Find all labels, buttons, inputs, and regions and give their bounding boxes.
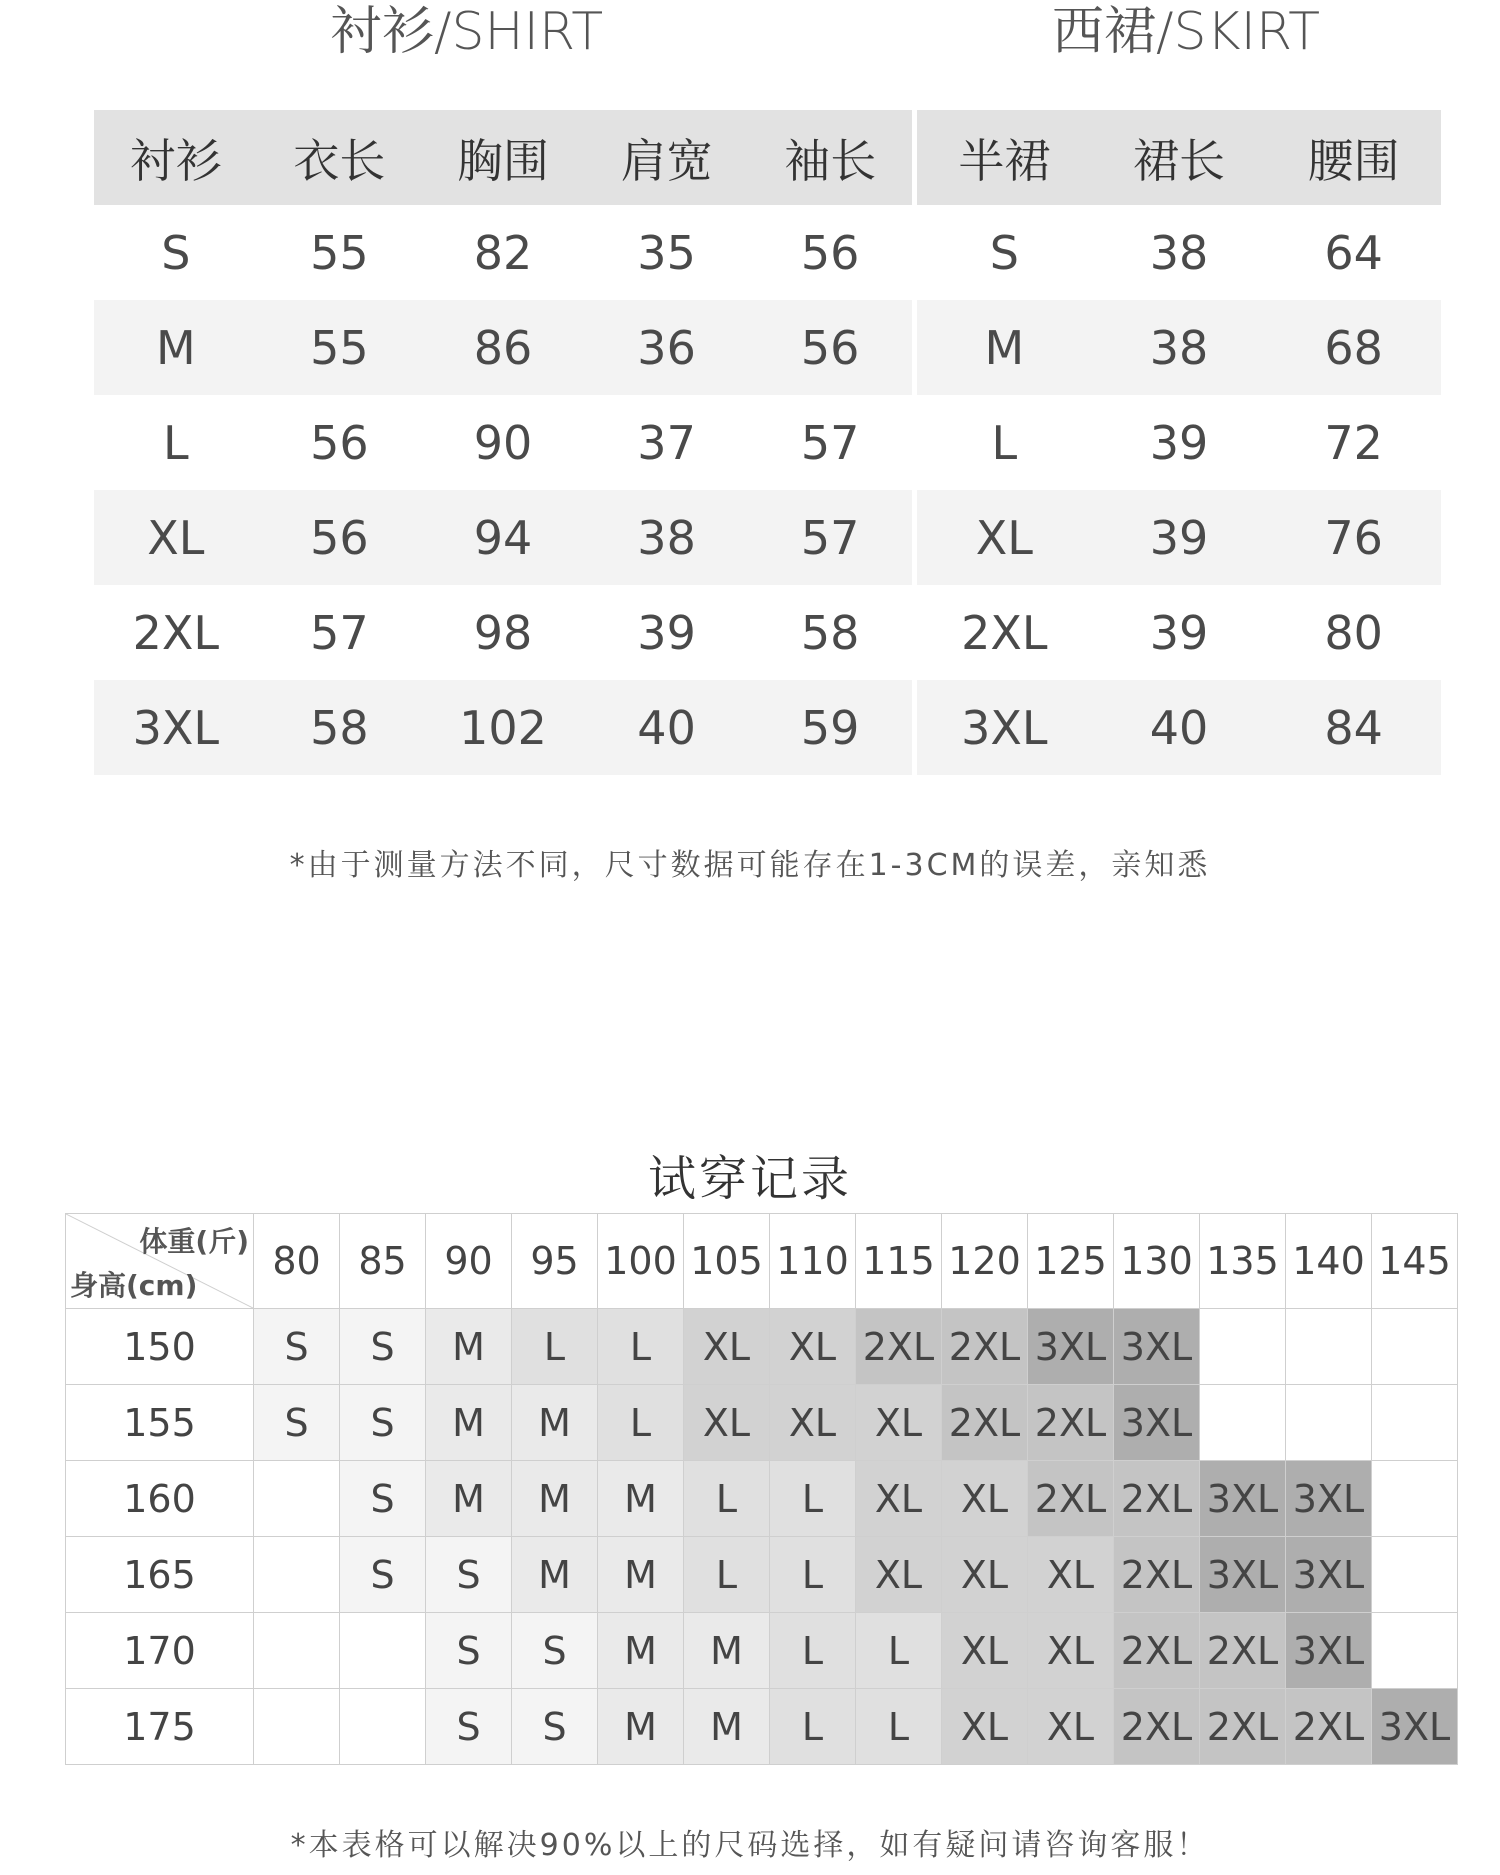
fit-size-cell: S xyxy=(512,1613,598,1689)
fit-size-cell: 2XL xyxy=(1200,1689,1286,1765)
shirt-cell: 57 xyxy=(800,510,860,565)
fit-size-cell: S xyxy=(340,1385,426,1461)
fit-size-cell: XL xyxy=(1028,1537,1114,1613)
shirt-header-row xyxy=(94,110,912,205)
weight-header-cell: 110 xyxy=(770,1214,856,1309)
weight-header-cell: 125 xyxy=(1028,1214,1114,1309)
fit-size-cell: XL xyxy=(770,1385,856,1461)
fit-size-cell: M xyxy=(598,1689,684,1765)
shirt-size-row xyxy=(94,300,912,395)
fit-size-cell: M xyxy=(426,1385,512,1461)
shirt-cell: 56 xyxy=(800,320,860,375)
shirt-header-cell: 肩宽 xyxy=(620,133,713,188)
fit-row xyxy=(66,1385,1458,1461)
shirt-cell: L xyxy=(162,415,189,470)
fit-size-cell xyxy=(1372,1613,1458,1689)
shirt-header-cell: 衬衫 xyxy=(129,133,222,188)
fit-row xyxy=(66,1613,1458,1689)
fit-size-cell: L xyxy=(512,1309,598,1385)
fit-size-cell: XL xyxy=(856,1537,942,1613)
fit-size-cell: 3XL xyxy=(1200,1461,1286,1537)
height-cell: 155 xyxy=(66,1385,254,1461)
shirt-cell: 57 xyxy=(800,415,860,470)
skirt-cell: 40 xyxy=(1149,700,1209,755)
skirt-cell: 84 xyxy=(1324,700,1383,755)
fit-size-cell xyxy=(1372,1461,1458,1537)
skirt-header-cell: 半裙 xyxy=(958,133,1051,188)
fit-size-cell: 3XL xyxy=(1286,1613,1372,1689)
fit-size-cell: M xyxy=(512,1385,598,1461)
fit-size-cell: M xyxy=(684,1613,770,1689)
fit-row xyxy=(66,1461,1458,1537)
skirt-cell: 64 xyxy=(1324,225,1383,280)
skirt-cell: S xyxy=(989,225,1019,280)
measurement-note: *由于测量方法不同，尺寸数据可能存在1-3CM的误差，亲知悉 xyxy=(289,848,1211,883)
fit-size-cell: M xyxy=(512,1461,598,1537)
shirt-cell: 58 xyxy=(800,605,860,660)
skirt-cell: 2XL xyxy=(961,605,1048,660)
shirt-header-cell: 袖长 xyxy=(784,133,877,188)
shirt-cell: 36 xyxy=(637,320,696,375)
fit-size-cell xyxy=(254,1537,340,1613)
weight-header-cell: 130 xyxy=(1114,1214,1200,1309)
shirt-cell: 102 xyxy=(459,700,547,755)
fit-size-cell xyxy=(254,1613,340,1689)
shirt-size-row xyxy=(94,585,912,680)
weight-header-cell: 95 xyxy=(512,1214,598,1309)
fit-size-cell xyxy=(254,1461,340,1537)
fit-size-cell: M xyxy=(598,1537,684,1613)
weight-header-cell: 135 xyxy=(1200,1214,1286,1309)
fit-size-cell: L xyxy=(856,1613,942,1689)
height-cell: 160 xyxy=(66,1461,254,1537)
fit-size-cell: S xyxy=(340,1309,426,1385)
shirt-cell: 90 xyxy=(473,415,533,470)
skirt-cell: 76 xyxy=(1324,510,1383,565)
skirt-size-table xyxy=(917,110,1441,775)
weight-header-cell: 105 xyxy=(684,1214,770,1309)
fit-size-cell: M xyxy=(426,1309,512,1385)
weight-header-cell: 140 xyxy=(1286,1214,1372,1309)
fit-size-cell: 2XL xyxy=(1114,1613,1200,1689)
skirt-cell: 80 xyxy=(1324,605,1383,660)
fit-size-cell xyxy=(1372,1309,1458,1385)
shirt-cell: 56 xyxy=(310,510,369,565)
fit-size-cell: L xyxy=(856,1689,942,1765)
fit-size-cell: S xyxy=(340,1537,426,1613)
fit-size-cell: S xyxy=(426,1613,512,1689)
fit-size-cell: M xyxy=(426,1461,512,1537)
fit-size-cell: XL xyxy=(942,1689,1028,1765)
fit-row xyxy=(66,1309,1458,1385)
shirt-header-cell: 衣长 xyxy=(293,133,386,188)
fit-size-cell: 2XL xyxy=(1114,1537,1200,1613)
shirt-cell: 86 xyxy=(473,320,533,375)
skirt-size-row xyxy=(917,585,1441,680)
shirt-size-table xyxy=(94,110,912,775)
shirt-cell: 94 xyxy=(473,510,533,565)
fit-size-cell: L xyxy=(770,1537,856,1613)
skirt-cell: XL xyxy=(975,510,1033,565)
fit-size-cell: S xyxy=(426,1537,512,1613)
shirt-size-row xyxy=(94,205,912,300)
fit-size-cell: L xyxy=(770,1689,856,1765)
height-axis-label: 身高(cm) xyxy=(70,1269,198,1302)
shirt-cell: 58 xyxy=(310,700,369,755)
fit-row xyxy=(66,1689,1458,1765)
size-guide-note: *本表格可以解决90%以上的尺码选择，如有疑问请咨询客服！ xyxy=(290,1828,1210,1863)
fit-size-cell: 2XL xyxy=(1286,1689,1372,1765)
fit-size-cell: XL xyxy=(1028,1613,1114,1689)
weight-axis-label: 体重(斤) xyxy=(139,1225,249,1258)
weight-header-cell: 80 xyxy=(254,1214,340,1309)
fit-size-cell: M xyxy=(684,1689,770,1765)
skirt-cell: 39 xyxy=(1149,510,1209,565)
fit-size-cell: XL xyxy=(684,1309,770,1385)
shirt-size-row xyxy=(94,680,912,775)
fit-size-cell: 2XL xyxy=(1114,1689,1200,1765)
height-cell: 170 xyxy=(66,1613,254,1689)
shirt-cell: 2XL xyxy=(132,605,219,660)
shirt-cell: 55 xyxy=(310,225,369,280)
fit-size-cell: S xyxy=(254,1385,340,1461)
shirt-cell: 57 xyxy=(310,605,369,660)
fit-size-cell: 2XL xyxy=(1200,1613,1286,1689)
fit-size-cell: M xyxy=(598,1461,684,1537)
skirt-size-row xyxy=(917,300,1441,395)
shirt-cell: 38 xyxy=(637,510,696,565)
fit-size-cell: 3XL xyxy=(1114,1385,1200,1461)
fit-size-cell: L xyxy=(770,1461,856,1537)
fit-size-cell: L xyxy=(684,1461,770,1537)
fit-size-cell xyxy=(1200,1309,1286,1385)
fit-corner-cell xyxy=(66,1214,254,1309)
shirt-cell: 37 xyxy=(637,415,696,470)
height-cell: 150 xyxy=(66,1309,254,1385)
fit-size-cell: XL xyxy=(856,1461,942,1537)
weight-header-cell: 145 xyxy=(1372,1214,1458,1309)
skirt-cell: 39 xyxy=(1149,605,1209,660)
shirt-cell: 98 xyxy=(473,605,533,660)
shirt-size-row xyxy=(94,490,912,585)
fit-size-cell: M xyxy=(512,1537,598,1613)
weight-header-cell: 85 xyxy=(340,1214,426,1309)
fit-size-cell: XL xyxy=(942,1537,1028,1613)
weight-header-cell: 100 xyxy=(598,1214,684,1309)
skirt-cell: 38 xyxy=(1149,225,1209,280)
skirt-cell: 3XL xyxy=(961,700,1048,755)
weight-header-cell: 90 xyxy=(426,1214,512,1309)
fit-size-cell: XL xyxy=(684,1385,770,1461)
shirt-cell: M xyxy=(155,320,196,375)
fit-size-cell: L xyxy=(598,1309,684,1385)
shirt-header-cell: 胸围 xyxy=(456,133,549,188)
fit-size-cell: 3XL xyxy=(1200,1537,1286,1613)
fit-size-cell: 3XL xyxy=(1372,1689,1458,1765)
fit-size-cell: S xyxy=(340,1461,426,1537)
skirt-section-title: 西裙/SKIRT xyxy=(1052,2,1321,62)
fit-size-cell: 3XL xyxy=(1286,1461,1372,1537)
fit-size-cell: 2XL xyxy=(1028,1461,1114,1537)
fit-size-cell: S xyxy=(254,1309,340,1385)
fit-size-cell: L xyxy=(598,1385,684,1461)
skirt-header-cell: 腰围 xyxy=(1307,133,1400,188)
fit-size-cell: 3XL xyxy=(1114,1309,1200,1385)
fit-size-cell xyxy=(1372,1537,1458,1613)
shirt-cell: 59 xyxy=(800,700,860,755)
skirt-size-row xyxy=(917,490,1441,585)
skirt-cell: 38 xyxy=(1149,320,1209,375)
skirt-cell: 39 xyxy=(1149,415,1209,470)
shirt-cell: 35 xyxy=(637,225,696,280)
weight-header-cell: 120 xyxy=(942,1214,1028,1309)
skirt-cell: 72 xyxy=(1324,415,1383,470)
fit-record-title: 试穿记录 xyxy=(647,1151,852,1207)
fit-size-cell: S xyxy=(512,1689,598,1765)
fit-size-cell: XL xyxy=(1028,1689,1114,1765)
shirt-cell: 3XL xyxy=(132,700,219,755)
fit-size-cell: 3XL xyxy=(1286,1537,1372,1613)
shirt-size-row xyxy=(94,395,912,490)
fit-size-cell: 2XL xyxy=(1114,1461,1200,1537)
shirt-cell: 40 xyxy=(637,700,696,755)
skirt-cell: M xyxy=(984,320,1025,375)
fit-size-cell: S xyxy=(426,1689,512,1765)
fit-size-cell: 2XL xyxy=(856,1309,942,1385)
weight-header-cell: 115 xyxy=(856,1214,942,1309)
fit-size-cell: XL xyxy=(942,1461,1028,1537)
fit-size-cell: 3XL xyxy=(1028,1309,1114,1385)
skirt-size-row xyxy=(917,395,1441,490)
shirt-cell: 55 xyxy=(310,320,369,375)
fit-size-cell: XL xyxy=(856,1385,942,1461)
shirt-section-title: 衬衫/SHIRT xyxy=(330,2,604,62)
fit-weight-header-row xyxy=(66,1214,1458,1309)
fit-size-cell xyxy=(340,1613,426,1689)
fit-size-cell: L xyxy=(684,1537,770,1613)
fit-size-cell: XL xyxy=(770,1309,856,1385)
fit-size-cell: 2XL xyxy=(942,1309,1028,1385)
skirt-cell: 68 xyxy=(1324,320,1383,375)
skirt-header-cell: 裙长 xyxy=(1132,133,1225,188)
fit-row xyxy=(66,1537,1458,1613)
shirt-cell: 56 xyxy=(800,225,860,280)
fit-size-cell: 2XL xyxy=(942,1385,1028,1461)
height-cell: 165 xyxy=(66,1537,254,1613)
fit-size-cell xyxy=(340,1689,426,1765)
fit-record-table xyxy=(65,1213,1458,1765)
fit-size-cell: XL xyxy=(942,1613,1028,1689)
shirt-cell: S xyxy=(161,225,191,280)
fit-size-cell xyxy=(1286,1309,1372,1385)
fit-size-cell xyxy=(1200,1385,1286,1461)
fit-size-cell xyxy=(254,1689,340,1765)
fit-size-cell: L xyxy=(770,1613,856,1689)
shirt-cell: 39 xyxy=(637,605,696,660)
skirt-size-row xyxy=(917,680,1441,775)
fit-size-cell: 2XL xyxy=(1028,1385,1114,1461)
fit-size-cell: M xyxy=(598,1613,684,1689)
skirt-size-row xyxy=(917,205,1441,300)
shirt-cell: 56 xyxy=(310,415,369,470)
skirt-header-row xyxy=(917,110,1441,205)
height-cell: 175 xyxy=(66,1689,254,1765)
skirt-cell: L xyxy=(991,415,1018,470)
fit-size-cell xyxy=(1372,1385,1458,1461)
shirt-cell: 82 xyxy=(473,225,533,280)
fit-size-cell xyxy=(1286,1385,1372,1461)
shirt-cell: XL xyxy=(147,510,205,565)
